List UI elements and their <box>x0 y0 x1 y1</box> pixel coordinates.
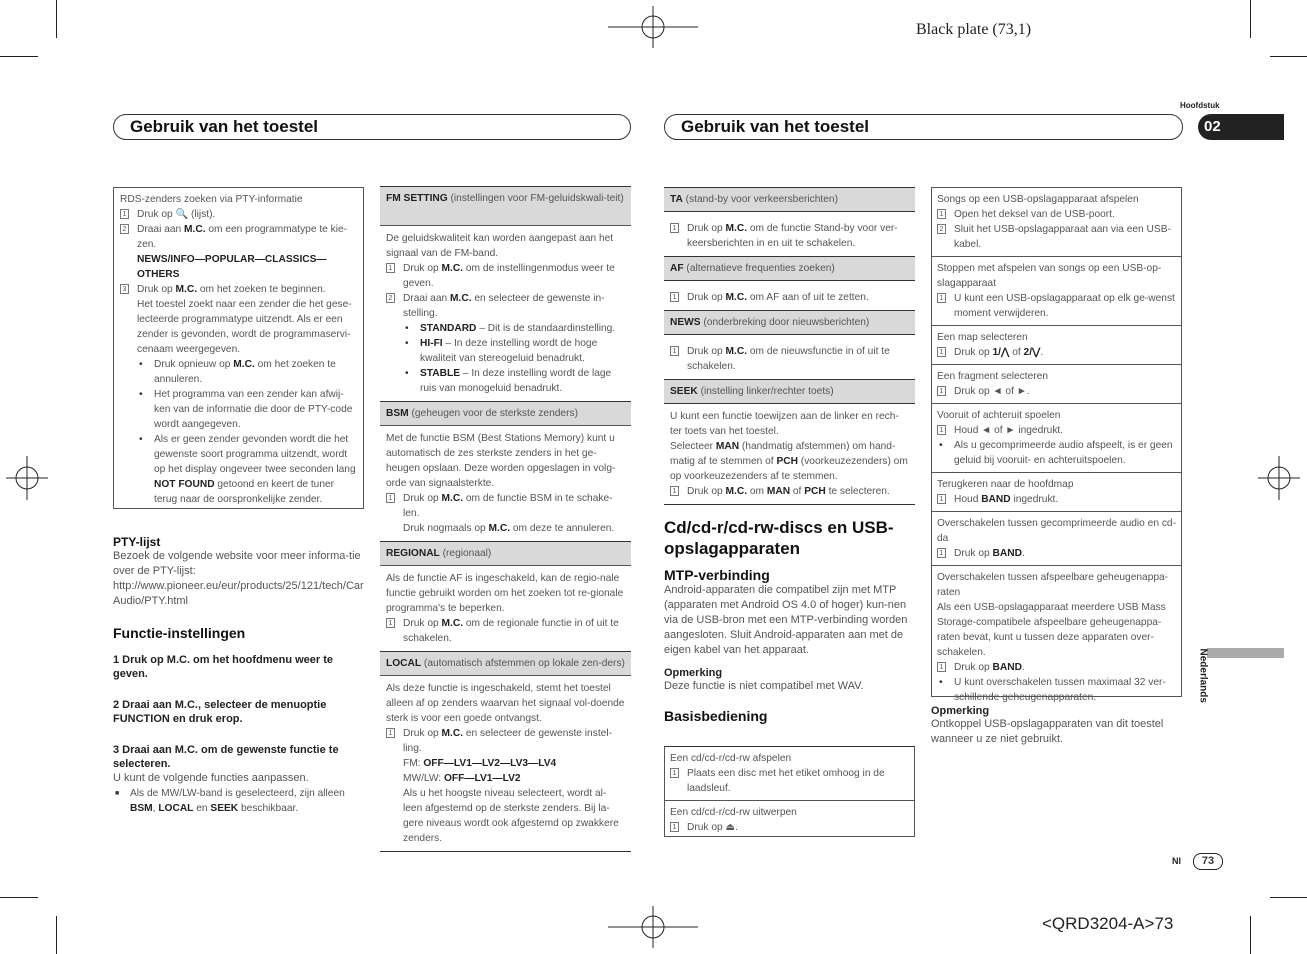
step-text: om de functie BSM in te schake-len. <box>403 493 613 519</box>
bullet-text: – In deze instelling wordt de lage ruis van monogeluid benadrukt. <box>420 368 612 394</box>
text: (handmatig afstemmen) om hand-matig af te stemmen of <box>670 441 896 467</box>
note-text: Deze functie is niet compatibel met WAV. <box>664 680 864 692</box>
key-label: M.C. <box>725 223 748 234</box>
body-text: Als deze functie is ingeschakeld, stemt het toestel alleen af op zenders waarvan het signaal vol-doende sterk is voor een goede ontvangst. <box>386 683 625 724</box>
pty-list-section <box>113 535 364 609</box>
mtp-title: MTP-verbinding <box>664 567 770 583</box>
key-label: LOCAL <box>158 803 194 814</box>
registration-mark-top <box>608 6 698 48</box>
crop-mark <box>1270 56 1307 57</box>
page-language: Nl <box>1172 856 1181 866</box>
plate-label: Black plate (73,1) <box>916 21 1032 38</box>
bullet <box>403 321 625 336</box>
key-label: M.C. <box>725 486 748 497</box>
block-title: Een fragment selecteren <box>937 371 1048 382</box>
step-text: Druk op ◄ of ►. <box>954 386 1030 397</box>
display-text: NOT FOUND <box>154 479 215 490</box>
note-text: beschikbaar. <box>238 803 299 814</box>
step-text: te selecteren. <box>825 486 890 497</box>
step-1: 1 Druk op M.C. om MAN of PCH te selecteren. <box>670 484 909 499</box>
option-name: MAN <box>766 486 791 497</box>
basic-operation-box <box>664 746 915 837</box>
step-1: 1 Druk op BAND. <box>937 660 1176 675</box>
box-title: RDS-zenders zoeken via PTY-informatie <box>120 194 303 205</box>
regional-body <box>380 565 631 651</box>
setting-name: FM SETTING <box>386 193 448 204</box>
key-label: 1/⋀ <box>992 347 1010 358</box>
step-1: 1 Druk op 1/⋀ of 2/⋁. <box>937 345 1176 360</box>
func-step-3-detail: U kunt de volgende functies aanpassen. <box>113 772 309 784</box>
crop-mark <box>0 56 38 57</box>
step-text: om AF aan of uit te zetten. <box>747 292 869 303</box>
step-1: 1 Druk op ◄ of ►. <box>937 384 1176 399</box>
setting-desc: (alternatieve frequenties zoeken) <box>683 263 835 274</box>
bullet-text: Als er geen zender gevonden wordt die het gewenste soort programma uitzendt, wordt op het display ongeveer twee seconden lang <box>154 434 356 475</box>
left-header <box>113 114 631 140</box>
bsm-body <box>380 425 631 541</box>
step-text: Druk op <box>687 346 726 357</box>
settings-column-2 <box>380 186 631 852</box>
af-body <box>664 280 915 310</box>
option-name: HI-FI <box>420 338 443 349</box>
block-title: Een map selecteren <box>937 332 1028 343</box>
key-label: BAND <box>981 494 1011 505</box>
step-text: Druk op <box>954 548 993 559</box>
note-text: Ontkoppel USB-opslagapparaten van dit toestel wanneer u ze niet gebruikt. <box>931 718 1164 745</box>
option-name: STANDARD <box>420 323 477 334</box>
settings-column-3 <box>664 187 915 505</box>
setting-desc: (regionaal) <box>439 548 492 559</box>
step-text: Druk op <box>403 263 442 274</box>
regional-header <box>380 541 631 565</box>
chapter-number: 02 <box>1204 118 1221 135</box>
step-1: 1 Druk op 🔍 (lijst). <box>120 207 357 222</box>
step-text: om de instellingenmodus weer te geven. <box>403 263 615 289</box>
setting-name: BSM <box>386 408 409 419</box>
setting-desc: (instelling linker/rechter toets) <box>697 386 834 397</box>
step-text: Druk op 🔍 (lijst). <box>137 209 216 220</box>
step-text: en selecteer de gewenste in-stelling. <box>403 293 605 319</box>
setting-desc: (geheugen voor de sterkste zenders) <box>408 408 578 419</box>
setting-desc: (instellingen voor FM-geluidskwali-teit) <box>447 193 624 204</box>
step-text: Druk op <box>403 728 442 739</box>
pty-list-title: PTY-lijst <box>113 535 161 549</box>
key-label: M.C. <box>184 224 206 235</box>
note-title: Opmerking <box>931 705 990 717</box>
step-1: 1 Druk op M.C. om de functie Stand-by voor ver-keersberichten in en uit te schakelen. <box>670 221 909 251</box>
chapter-label: Hoofdstuk <box>1180 101 1220 110</box>
bullet <box>937 675 1176 705</box>
func-step-3: 3 Draai aan M.C. om de gewenste functie te selecteren. <box>113 744 339 770</box>
body-text: Als de functie AF is ingeschakeld, kan de regio-nale functie gebruikt worden om het zoeken tot re-gionale programma's te beperken. <box>386 573 624 614</box>
step-text: ingedrukt. <box>1010 494 1059 505</box>
ta-header <box>664 187 915 211</box>
step-text: om deze te annuleren. <box>510 523 615 534</box>
step-1: 1 Druk op M.C. en selecteer de gewenste instel-ling. FM: OFF—LV1—LV2—LV3—LV4 MW/LW: OFF—LV1—LV2 Als u het hoogste niveau selecteert, wordt al-leen afgestemd op de sterkste zenders. Bij la-gere niveaus wordt ook afgestemd op zwakkere zenders. <box>386 726 625 846</box>
setting-name: REGIONAL <box>386 548 440 559</box>
bullet <box>937 438 1176 468</box>
function-settings-title: Functie-instellingen <box>113 625 246 641</box>
bullet-text: – Dit is de standaardinstelling. <box>476 323 616 334</box>
step-detail: Als u het hoogste niveau selecteert, wordt al-leen afgestemd op de sterkste zenders. Bij la-gere niveaus wordt ook afgestemd op zwakkere zenders. <box>403 788 619 844</box>
seek-header <box>664 379 915 403</box>
block-text: Als een USB-opslagapparaat meerdere USB Mass Storage-compatibele afspeelbare geheugenappa-raten bevat, kunt u tussen deze apparaten over-schakelen. <box>937 602 1166 658</box>
chapter-tab <box>1198 114 1284 140</box>
footer-code: <QRD3204-A>73 <box>1042 914 1174 933</box>
step-text: Druk op <box>687 292 726 303</box>
step-text: . <box>1021 662 1025 673</box>
step-text: Druk op <box>137 284 176 295</box>
block-title: Songs op een USB-opslagapparaat afspelen <box>937 194 1139 205</box>
body-text: U kunt een functie toewijzen aan de linker en rech-ter toets van het toestel. <box>670 411 899 437</box>
option-name: PCH <box>804 486 826 497</box>
step-text: Druk op <box>687 223 726 234</box>
body-text: De geluidskwaliteit kan worden aangepast aan het signaal van de FM-band. <box>386 233 614 259</box>
key-label: SEEK <box>210 803 239 814</box>
block-title: Overschakelen tussen gecomprimeerde audio en cd-da <box>937 518 1176 544</box>
usb-operation-box <box>931 187 1182 703</box>
crop-mark <box>56 0 57 38</box>
setting-desc: (automatisch afstemmen op lokale zen-ders) <box>421 658 625 669</box>
text: Selecteer <box>670 441 716 452</box>
note-text: Als de MW/LW-band is geselecteerd, zijn alleen <box>130 788 345 799</box>
band-label: MW/LW: <box>403 773 444 784</box>
pty-list-text: Bezoek de volgende website voor meer informa-tie over de PTY-lijst: <box>113 550 361 577</box>
key-label: M.C. <box>441 618 464 629</box>
block-title: Een cd/cd-r/cd-rw afspelen <box>670 753 792 764</box>
key-label: M.C. <box>233 359 255 370</box>
local-header <box>380 651 631 675</box>
step-text: Druk op <box>403 493 442 504</box>
usb-play-block <box>932 188 1181 257</box>
setting-name: SEEK <box>670 386 698 397</box>
registration-mark-bottom <box>608 906 698 948</box>
step-text: . <box>1021 548 1025 559</box>
block-title: Terugkeren naar de hoofdmap <box>937 479 1074 490</box>
key-label: M.C. <box>441 493 464 504</box>
note-bullet <box>113 786 364 816</box>
setting-name: LOCAL <box>386 658 422 669</box>
pty-search-box <box>113 187 364 509</box>
cd-usb-title: Cd/cd-r/cd-rw-discs en USB-opslagapparaten <box>664 518 894 558</box>
setting-name: NEWS <box>670 317 701 328</box>
bullet-text: Als u gecomprimeerde audio afspeelt, is er geen geluid bij vooruit- en achteruitspoelen. <box>954 440 1173 466</box>
step-1: 1 Druk op M.C. om de functie BSM in te schake-len. Druk nogmaals op M.C. om deze te annuleren. <box>386 491 625 536</box>
fast-forward-block <box>932 404 1181 473</box>
setting-desc: (onderbreking door nieuwsberichten) <box>700 317 870 328</box>
function-settings-section <box>113 625 364 816</box>
step-text: om de regionale functie in of uit te schakelen. <box>403 618 619 644</box>
step-detail: Het toestel zoekt naar een zender die het gese-lecteerde programmatype uitzendt. Als er een zender is gevonden, wordt de programmaservi-cenaam weergegeven. <box>137 299 352 355</box>
audio-switch-block <box>932 512 1181 566</box>
memory-switch-block <box>932 566 1181 709</box>
cd-usb-section <box>664 517 915 724</box>
level-options: OFF—LV1—LV2—LV3—LV4 <box>423 758 557 769</box>
step-1: 1 Plaats een disc met het etiket omhoog in de laadsleuf. <box>670 766 909 796</box>
band-label: FM: <box>403 758 424 769</box>
key-label: M.C. <box>441 728 464 739</box>
key-label: M.C. <box>725 346 748 357</box>
step-text: om een programmatype te kie-zen. <box>137 224 348 250</box>
key-label: M.C. <box>441 263 464 274</box>
note-title: Opmerking <box>664 667 723 679</box>
step-3: 3 Druk op M.C. om het zoeken te beginnen. Het toestel zoekt naar een zender die het gese-lecteerde programmatype uitzendt. Als er een zender is gevonden, wordt de programmaservi-cenaam weergegeven. • Druk opnieuw op M.C. om het zoeken te annuleren. • Het programma van een zender kan afwij-ken van de informatie die door de PTY-code wordt aangegeven. • Als er geen zender gevonden wordt die het gewenste soort programma uitzendt, wordt op het display ongeveer twee seconden lang NOT FOUND getoond en keert de tuner terug naar de oorspronkelijke zender. <box>120 282 357 507</box>
crop-mark <box>56 916 57 954</box>
registration-mark-left <box>6 456 48 500</box>
step-text: U kunt een USB-opslagapparaat op elk ge-wenst moment verwijderen. <box>954 293 1175 319</box>
step-text: Draai aan <box>403 293 451 304</box>
step-2: 2 Draai aan M.C. om een programmatype te kie-zen. NEWS/INFO—POPULAR—CLASSICS—OTHERS <box>120 222 357 282</box>
setting-name: AF <box>670 263 684 274</box>
language-tab <box>1207 648 1284 658</box>
step-1: 1 Houd ◄ of ► ingedrukt. <box>937 423 1176 438</box>
step-1: 1 U kunt een USB-opslagapparaat op elk ge-wenst moment verwijderen. <box>937 291 1176 321</box>
step-text: of <box>1009 347 1024 358</box>
bsm-header <box>380 401 631 425</box>
crop-mark <box>1250 0 1251 38</box>
step-text: Plaats een disc met het etiket omhoog in de laadsleuf. <box>687 768 885 794</box>
block-title: Stoppen met afspelen van songs op een USB-op-slagapparaat <box>937 263 1162 289</box>
left-header-title: Gebruik van het toestel <box>130 117 318 136</box>
option-name: PCH <box>776 456 798 467</box>
bullet-text: om het zoeken te annuleren. <box>154 359 336 385</box>
body-text <box>670 439 909 484</box>
fm-setting-body <box>380 225 631 401</box>
bullet-text: – In deze instelling wordt de hoge kwaliteit van stereogeluid benadrukt. <box>420 338 598 364</box>
bullet-text: getoond en keert de tuner terug naar de oorspronkelijke zender. <box>154 479 335 505</box>
key-label: BAND <box>992 548 1022 559</box>
step-text: Druk op <box>687 486 726 497</box>
text: (voorkeuzezenders) om op voorkeuzezenders af te stemmen. <box>670 456 908 482</box>
fm-setting-header <box>380 186 631 225</box>
local-body <box>380 675 631 852</box>
step-1: 1 Houd BAND ingedrukt. <box>937 492 1176 507</box>
block-title: Een cd/cd-r/cd-rw uitwerpen <box>670 807 797 818</box>
crop-mark <box>0 897 38 898</box>
page-number <box>1193 853 1223 870</box>
eject-cd-block <box>665 801 914 839</box>
step-text: Draai aan <box>137 224 185 235</box>
step-text: of <box>790 486 805 497</box>
basic-operation-title: Basisbediening <box>664 708 768 724</box>
block-title: Overschakelen tussen afspeelbare geheugenappa-raten <box>937 572 1169 598</box>
right-header <box>664 114 1183 140</box>
page-number-text: 73 <box>1201 855 1215 867</box>
step-1: 1 Druk op M.C. om AF aan of uit te zetten. <box>670 290 909 305</box>
ta-body <box>664 211 915 256</box>
step-text: en selecteer de gewenste instel-ling. <box>403 728 612 754</box>
pty-options: NEWS/INFO—POPULAR—CLASSICS—OTHERS <box>137 254 327 280</box>
step-1: 1 Druk op M.C. om de regionale functie in of uit te schakelen. <box>386 616 625 646</box>
bullet <box>137 387 357 432</box>
right-header-title: Gebruik van het toestel <box>681 117 869 136</box>
step-text: . <box>1040 347 1044 358</box>
func-step-1: 1 Druk op M.C. om het hoofdmenu weer te geven. <box>113 654 334 680</box>
block-title: Vooruit of achteruit spoelen <box>937 410 1061 421</box>
note-text: , <box>152 803 159 814</box>
seek-body <box>664 403 915 505</box>
bullet <box>403 366 625 396</box>
option-name: STABLE <box>420 368 460 379</box>
step-text: Houd ◄ of ► ingedrukt. <box>954 425 1064 436</box>
bullet <box>137 432 357 507</box>
setting-desc: (stand-by voor verkeersberichten) <box>682 194 838 205</box>
step-text: om de nieuwsfunctie in of uit te schakelen. <box>687 346 890 372</box>
step-text: Druk op <box>403 618 442 629</box>
step-text: Druk nogmaals op <box>403 523 489 534</box>
note-text: en <box>193 803 211 814</box>
usb-note <box>931 705 1182 747</box>
step-1: 1 Open het deksel van de USB-poort. <box>937 207 1176 222</box>
step-text: om het zoeken te beginnen. <box>197 284 326 295</box>
body-text: Met de functie BSM (Best Stations Memory) kunt u automatisch de zes sterkste zenders in het ge-heugen opslaan. Deze worden opgeslagen in volg-orde van signaalsterkte. <box>386 433 616 489</box>
step-text: Sluit het USB-opslagapparaat aan via een USB-kabel. <box>954 224 1171 250</box>
registration-mark-right <box>1258 456 1300 500</box>
option-name: MAN <box>715 441 740 452</box>
step-1: 1 Druk op M.C. om de instellingenmodus weer te geven. <box>386 261 625 291</box>
news-header <box>664 310 915 334</box>
key-label: M.C. <box>175 284 198 295</box>
news-body <box>664 334 915 379</box>
step-text: Houd <box>954 494 982 505</box>
language-side-label: Nederlands <box>1197 648 1209 703</box>
root-folder-block <box>932 473 1181 512</box>
af-header <box>664 256 915 280</box>
step-2: 2 Draai aan M.C. en selecteer de gewenste in-stelling. • STANDARD – Dit is de standaardinstelling. • HI-FI – In deze instelling wordt de hoge kwaliteit van stereogeluid benadrukt. • STABLE – In deze instelling wordt de lage ruis van monogeluid benadrukt. <box>386 291 625 396</box>
step-text: Druk op <box>954 347 993 358</box>
key-label: M.C. <box>450 293 472 304</box>
crop-mark <box>1270 897 1307 898</box>
key-label: BAND <box>992 662 1022 673</box>
bullet <box>403 336 625 366</box>
track-select-block <box>932 365 1181 404</box>
step-1: 1 Druk op BAND. <box>937 546 1176 561</box>
mtp-text: Android-apparaten die compatibel zijn met MTP (apparaten met Android OS 4.0 of hoger) kun-nen via de USB-bron met een MTP-verbinding worden aangesloten. Sluit Android-apparaten aan met de eigen kabel van het apparaat. <box>664 584 908 656</box>
step-2: 2 Sluit het USB-opslagapparaat aan via een USB-kabel. <box>937 222 1176 252</box>
bullet-text: Druk opnieuw op <box>154 359 234 370</box>
key-label: M.C. <box>488 523 511 534</box>
bullet-text: U kunt overschakelen tussen maximaal 32 ver-schillende geheugenapparaten. <box>954 677 1166 703</box>
bullet <box>137 357 357 387</box>
pty-list-url[interactable]: http://www.pioneer.eu/eur/products/25/121/tech/CarAudio/PTY.html <box>113 580 364 607</box>
step-text: Druk op ⏏. <box>687 822 738 833</box>
play-cd-block <box>665 747 914 801</box>
step-text: om de functie Stand-by voor ver-keersberichten in en uit te schakelen. <box>687 223 898 249</box>
key-label: BSM <box>130 803 153 814</box>
level-options: OFF—LV1—LV2 <box>443 773 521 784</box>
step-text: Druk op <box>954 662 993 673</box>
folder-select-block <box>932 326 1181 365</box>
key-label: 2/⋁ <box>1023 347 1041 358</box>
setting-name: TA <box>670 194 683 205</box>
step-text: om <box>747 486 767 497</box>
step-1: 1 Druk op M.C. om de nieuwsfunctie in of uit te schakelen. <box>670 344 909 374</box>
step-1: 1 Druk op ⏏. <box>670 820 909 835</box>
usb-stop-block <box>932 257 1181 326</box>
crop-mark <box>1250 916 1251 954</box>
func-step-2: 2 Draai aan M.C., selecteer de menuoptie FUNCTION en druk erop. <box>113 699 327 725</box>
step-text: Open het deksel van de USB-poort. <box>954 209 1115 220</box>
bullet-text: Het programma van een zender kan afwij-ken van de informatie die door de PTY-code wordt aangegeven. <box>154 389 353 430</box>
key-label: M.C. <box>725 292 748 303</box>
